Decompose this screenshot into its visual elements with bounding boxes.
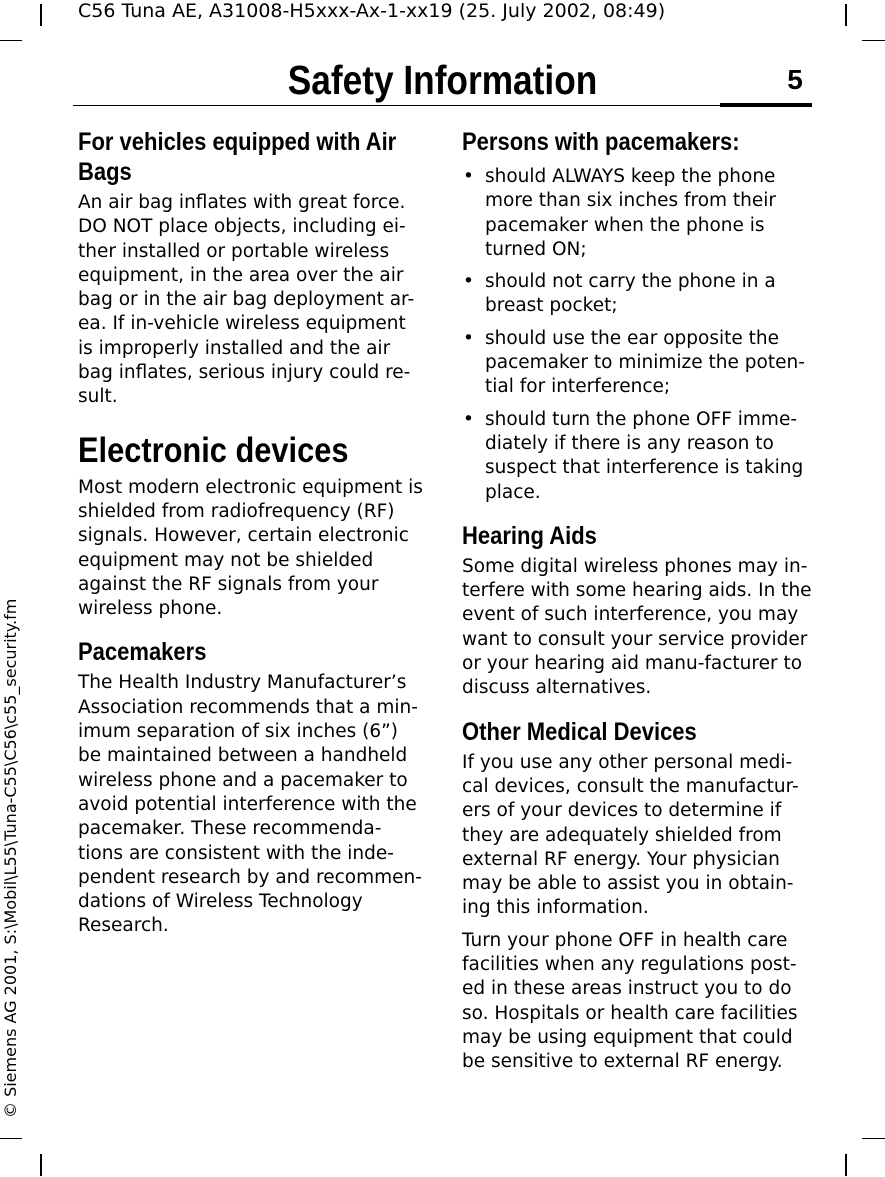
side-note: © Siemens AG 2001, S:\Mobil\L55\Tuna-C55\C56\c55_security.fm bbox=[1, 598, 20, 1118]
list-item: • should use the ear opposite the pacemaker to minimize the poten-tial for interference; bbox=[462, 327, 812, 400]
pacemaker-guidelines-list bbox=[462, 165, 812, 505]
crop-mark bbox=[862, 1138, 885, 1139]
hearing-aids-heading: Hearing Aids bbox=[462, 521, 597, 550]
page-title: Safety Information bbox=[287, 57, 598, 103]
crop-mark bbox=[862, 40, 885, 41]
crop-mark bbox=[40, 4, 42, 26]
page-number-rule bbox=[720, 103, 812, 107]
pacemakers-heading: Pacemakers bbox=[78, 638, 207, 667]
electronic-devices-text: Most modern electronic equipment is shielded from radiofrequency (RF) signals. However, certain electronic equipment may not be shielded against the RF signals from your wireless phone. bbox=[78, 476, 423, 620]
airbags-text: An air bag inflates with great force. DO NOT place objects, including ei-ther installed or portable wireless equipment, in the area over the air bag or in the air bag deployment ar-ea. If in-vehicle wireless equipment is improperly installed and the air bag inflates, serious injury could re-sult. bbox=[78, 192, 415, 408]
crop-mark bbox=[845, 1154, 847, 1176]
list-item: • should ALWAYS keep the phone more than six inches from their pacemaker when the phone is turned ON; bbox=[462, 165, 812, 262]
right-column bbox=[462, 127, 812, 1075]
airbags-heading: For vehicles equipped with Air Bags bbox=[78, 128, 397, 186]
other-medical-devices-heading: Other Medical Devices bbox=[462, 717, 697, 746]
list-item: • should not carry the phone in a breast pocket; bbox=[462, 270, 812, 319]
other-medical-devices-text: If you use any other personal medi-cal devices, consult the manufactur-ers of your devices to determine if they are adequately shielded from external RF energy. Your physician may be able to assist you in obtain-ing this information. bbox=[462, 751, 799, 919]
left-column bbox=[78, 127, 423, 939]
persons-with-pacemakers-heading: Persons with pacemakers: bbox=[462, 128, 740, 156]
crop-mark bbox=[845, 4, 847, 26]
crop-mark bbox=[0, 1138, 22, 1139]
list-item: • should turn the phone OFF imme-diately if there is any reason to suspect that interference is taking place. bbox=[462, 408, 812, 505]
electronic-devices-heading: Electronic devices bbox=[78, 430, 349, 470]
health-care-facilities-text: Turn your phone OFF in health care facilities when any regulations post-ed in these areas instruct you to do so. Hospitals or health care facilities may be using equipment that could be sensitive to external RF energy. bbox=[462, 929, 798, 1073]
header-rule bbox=[73, 105, 720, 106]
page-number: 5 bbox=[787, 64, 803, 95]
crop-mark bbox=[0, 40, 22, 41]
crop-mark bbox=[40, 1154, 42, 1176]
hearing-aids-text: Some digital wireless phones may in-terfere with some hearing aids. In the event of such interference, you may want to consult your service provider or your hearing aid manu-facturer to discuss alternatives. bbox=[462, 555, 812, 699]
running-head: C56 Tuna AE, A31008-H5xxx-Ax-1-xx19 (25. July 2002, 08:49) bbox=[78, 0, 666, 22]
pacemakers-text: The Health Industry Manufacturer’s Association recommends that a min-imum separation of six inches (6”) be maintained between a handheld wireless phone and a pacemaker to avoid potential interference with the pacemaker. These recommenda-tions are consistent with the inde-pendent research by and recommen-dations of Wireless Technology Research. bbox=[78, 672, 422, 937]
